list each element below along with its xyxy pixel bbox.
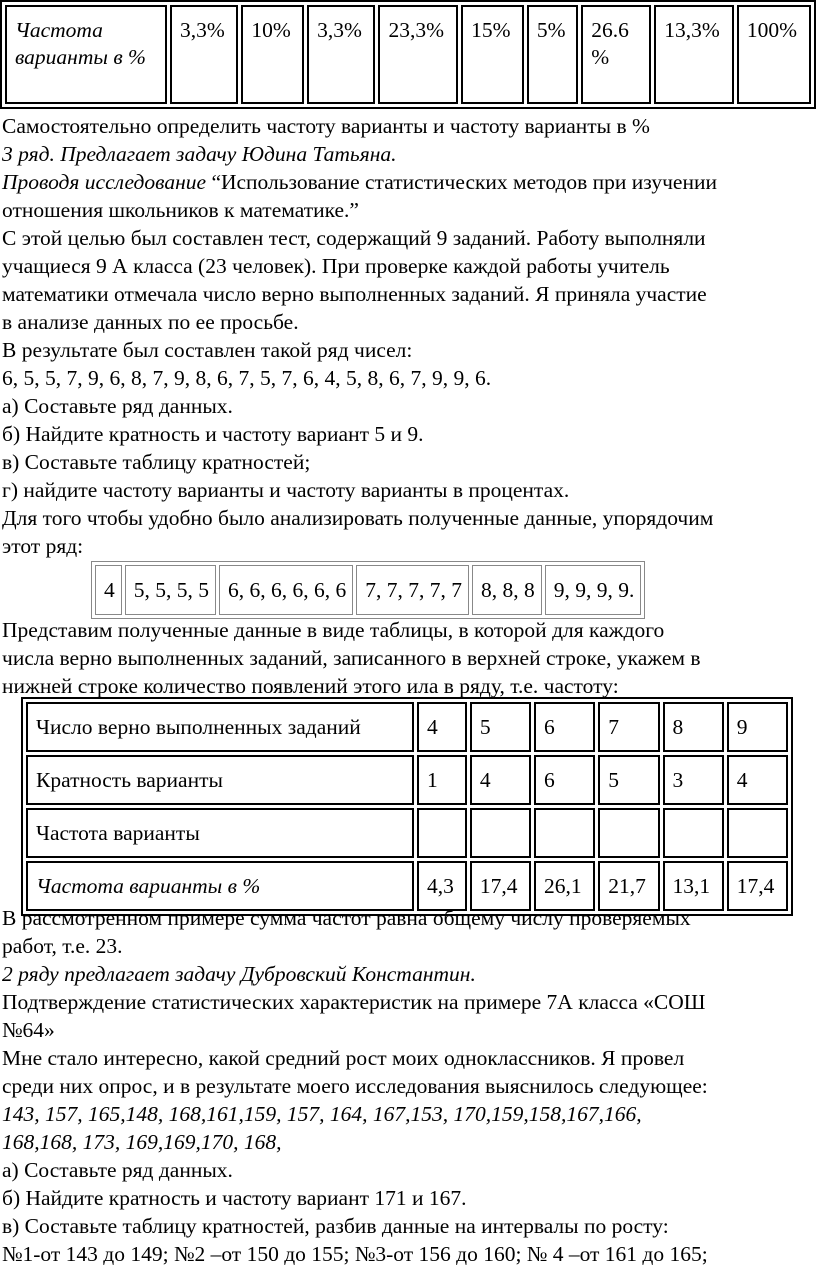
paragraph-line: Мне стало интересно, какой средний рост моих одноклассников. Я провел [2, 1046, 685, 1070]
paragraph-line: отношения школьников к математике.” [2, 198, 359, 222]
paragraph-line: учащиеся 9 А класса (23 человек). При проверке каждой работы учитель [2, 254, 670, 278]
table-cell: 3 [663, 755, 724, 805]
table-cell [417, 808, 467, 858]
table-cell: 21,7 [598, 861, 659, 911]
table-row [26, 808, 788, 858]
table-cell: 13,3% [654, 5, 734, 104]
table-cell: 4 [727, 755, 788, 805]
table-cell: 4 [470, 755, 531, 805]
table-cell: 4,3 [417, 861, 467, 911]
table-cell: 13,1 [663, 861, 724, 911]
row-label: Частота варианты в % [5, 5, 167, 104]
table-cell: 7 [598, 702, 659, 752]
table-cell: 8, 8, 8 [472, 565, 542, 615]
paragraph-line: этот ряд: [2, 534, 84, 558]
table-row [26, 755, 788, 805]
paragraph-line: математики отмечала число верно выполненных заданий. Я приняла участие [2, 282, 707, 306]
table-row [26, 702, 788, 752]
table-cell: 5 [598, 755, 659, 805]
table-cell: 15% [461, 5, 524, 104]
table-cell [470, 808, 531, 858]
table-cell: 6, 6, 6, 6, 6, 6 [219, 565, 353, 615]
table-cell: 9, 9, 9, 9. [545, 565, 642, 615]
number-series: 6, 5, 5, 7, 9, 6, 8, 7, 9, 8, 6, 7, 5, 7, 6, 4, 5, 8, 6, 7, 9, 9, 6. [2, 366, 492, 390]
paragraph-line: В результате был составлен такой ряд чисел: [2, 338, 413, 362]
table-cell: 7, 7, 7, 7, 7 [356, 565, 469, 615]
table-cell: 23,3% [378, 5, 458, 104]
table-cell: 4 [95, 565, 122, 615]
section-heading: 2 ряду предлагает задачу Дубровский Константин. [2, 962, 476, 986]
table-cell: 3,3% [170, 5, 238, 104]
table-cell [534, 808, 595, 858]
task-item: в) Составьте таблицу кратностей; [2, 450, 311, 474]
task-item: г) найдите частоту варианты и частоту варианты в процентах. [2, 478, 570, 502]
table-cell: 9 [727, 702, 788, 752]
table-cell: 4 [417, 702, 467, 752]
height-series: 168,168, 173, 169,169,170, 168, [2, 1130, 282, 1154]
table-cell: 17,4 [727, 861, 788, 911]
table-cell: 17,4 [470, 861, 531, 911]
task-item: б) Найдите кратность и частоту вариант 5 и 9. [2, 422, 424, 446]
table-cell [663, 808, 724, 858]
paragraph-line: в анализе данных по ее просьбе. [2, 310, 299, 334]
paragraph-line: Самостоятельно определить частоту варианты и частоту варианты в % [2, 114, 650, 138]
table-cell: 6 [534, 755, 595, 805]
percent-frequency-table [0, 0, 816, 109]
text-run: “Использование статистических методов при изучении [206, 170, 717, 194]
table-cell: 26,1 [534, 861, 595, 911]
table-cell: 3,3% [307, 5, 375, 104]
table-row [95, 565, 641, 615]
task-item: а) Составьте ряд данных. [2, 1158, 233, 1182]
section-heading: 3 ряд. Предлагает задачу Юдина Татьяна. [2, 142, 397, 166]
task-item: в) Составьте таблицу кратностей, разбив данные на интервалы по росту: [2, 1214, 669, 1238]
task-item: б) Найдите кратность и частоту вариант 171 и 167. [2, 1186, 467, 1210]
frequency-table [21, 697, 793, 916]
table-cell: 100% [737, 5, 811, 104]
paragraph-line: Для того чтобы удобно было анализировать полученные данные, упорядочим [2, 506, 714, 530]
table-cell: 5, 5, 5, 5 [125, 565, 216, 615]
table-cell: 5 [470, 702, 531, 752]
table-cell [727, 808, 788, 858]
table-cell: 6 [534, 702, 595, 752]
paragraph-line: числа верно выполненных заданий, записанного в верхней строке, укажем в [2, 646, 701, 670]
task-item: №1-от 143 до 149; №2 –от 150 до 155; №3-от 156 до 160; № 4 –от 161 до 165; [2, 1242, 708, 1266]
paragraph-line: нижней строке количество появлений этого ила в ряду, т.е. частоту: [2, 674, 619, 698]
table-cell [598, 808, 659, 858]
table-cell: 8 [663, 702, 724, 752]
paragraph-line: среди них опрос, и в результате моего исследования выяснилось следующее: [2, 1074, 708, 1098]
paragraph-line: №64» [2, 1018, 55, 1042]
paragraph-line: работ, т.е. 23. [2, 934, 123, 958]
table-cell: 1 [417, 755, 467, 805]
table-cell: 26.6 % [581, 5, 651, 104]
row-label: Частота варианты в % [26, 861, 414, 911]
task-item: а) Составьте ряд данных. [2, 394, 233, 418]
paragraph-line: Подтверждение статистических характеристик на примере 7А класса «СОШ [2, 990, 706, 1014]
italic-lead: Проводя исследование [2, 170, 207, 194]
row-label: Частота варианты [26, 808, 414, 858]
height-series: 143, 157, 165,148, 168,161,159, 157, 164, 167,153, 170,159,158,167,166, [2, 1102, 642, 1126]
table-row [26, 861, 788, 911]
paragraph-line: Представим полученные данные в виде таблицы, в которой для каждого [2, 618, 665, 642]
table-cell: 5% [527, 5, 578, 104]
table-row [5, 5, 811, 104]
ordered-series-table [91, 561, 645, 619]
table-cell: 10% [241, 5, 304, 104]
row-label: Число верно выполненных заданий [26, 702, 414, 752]
paragraph-line [2, 169, 814, 196]
paragraph-line: В рассмотренном примере сумма частот равна общему числу проверяемых [2, 906, 691, 930]
row-label: Кратность варианты [26, 755, 414, 805]
paragraph-line: С этой целью был составлен тест, содержащий 9 заданий. Работу выполняли [2, 226, 706, 250]
